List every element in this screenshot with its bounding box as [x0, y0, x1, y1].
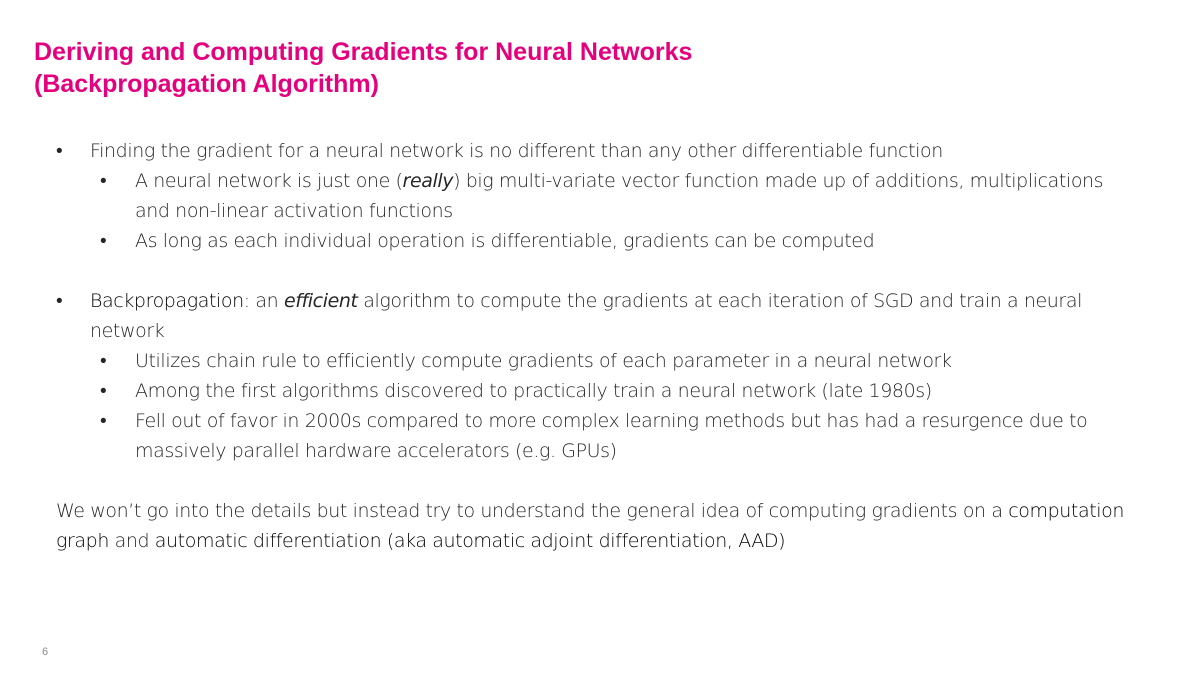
- page-number: 6: [42, 646, 49, 658]
- closing-text-part-b: and: [108, 530, 155, 552]
- sub-bullet-text: Utilizes chain rule to efficiently compute gradients of each parameter in a neural network: [135, 350, 952, 372]
- bullet-dot-icon: •: [100, 230, 107, 252]
- bullet-text-part-b: algorithm to compute the gradients at each iteration of SGD and train a neural network: [90, 290, 1082, 342]
- sub-bullet-history: [56, 376, 1136, 406]
- sub-bullet-text-end: ) big multi-variate vector function made up of additions, multiplications and non-linear activation functions: [135, 170, 1104, 222]
- bullet-text-part-a: : an: [243, 290, 284, 312]
- bullet-dot-icon: •: [100, 350, 107, 372]
- sub-bullet-text-start: A neural network is just one (: [135, 170, 403, 192]
- bullet-text: Finding the gradient for a neural network is no different than any other differentiable function: [90, 140, 943, 162]
- bullet-dot-icon: •: [100, 170, 107, 192]
- slide-title-line-1: Deriving and Computing Gradients for Neural Networks: [34, 38, 693, 66]
- sub-bullet-text: Among the first algorithms discovered to practically train a neural network (late 1980s): [135, 380, 932, 402]
- spacer: [56, 466, 1136, 496]
- term-computation-graph: computation graph: [56, 500, 1124, 552]
- bullet-dot-icon: •: [100, 380, 107, 402]
- sub-bullet-text: As long as each individual operation is differentiable, gradients can be computed: [135, 230, 875, 252]
- slide-title: [34, 36, 692, 100]
- emphasis-really: really: [402, 170, 454, 192]
- term-automatic-differentiation: automatic differentiation (aka automatic adjoint differentiation, AAD): [154, 530, 786, 552]
- bullet-dot-icon: •: [100, 410, 107, 432]
- slide-body: [56, 136, 1136, 556]
- bullet-dot-icon: •: [56, 140, 63, 162]
- sub-bullet-text: Fell out of favor in 2000s compared to more complex learning methods but has had a resurgence due to massively parallel hardware accelerators (e.g. GPUs): [135, 410, 1088, 462]
- bullet-backpropagation: [56, 286, 1136, 346]
- bullet-dot-icon: •: [56, 290, 63, 312]
- sub-bullet-chain-rule: [56, 346, 1136, 376]
- spacer: [56, 256, 1136, 286]
- sub-bullet-differentiable-ops: [56, 226, 1136, 256]
- term-backpropagation: Backpropagation: [90, 290, 244, 312]
- closing-text-part-a: We won’t go into the details but instead try to understand the general idea of computing gradients on a: [56, 500, 1009, 522]
- emphasis-efficient: efficient: [283, 290, 358, 312]
- slide-title-line-2: (Backpropagation Algorithm): [34, 70, 379, 98]
- bullet-gradient-finding: [56, 136, 1136, 166]
- closing-paragraph: [56, 496, 1136, 556]
- sub-bullet-big-function: [56, 166, 1136, 226]
- sub-bullet-resurgence: [56, 406, 1136, 466]
